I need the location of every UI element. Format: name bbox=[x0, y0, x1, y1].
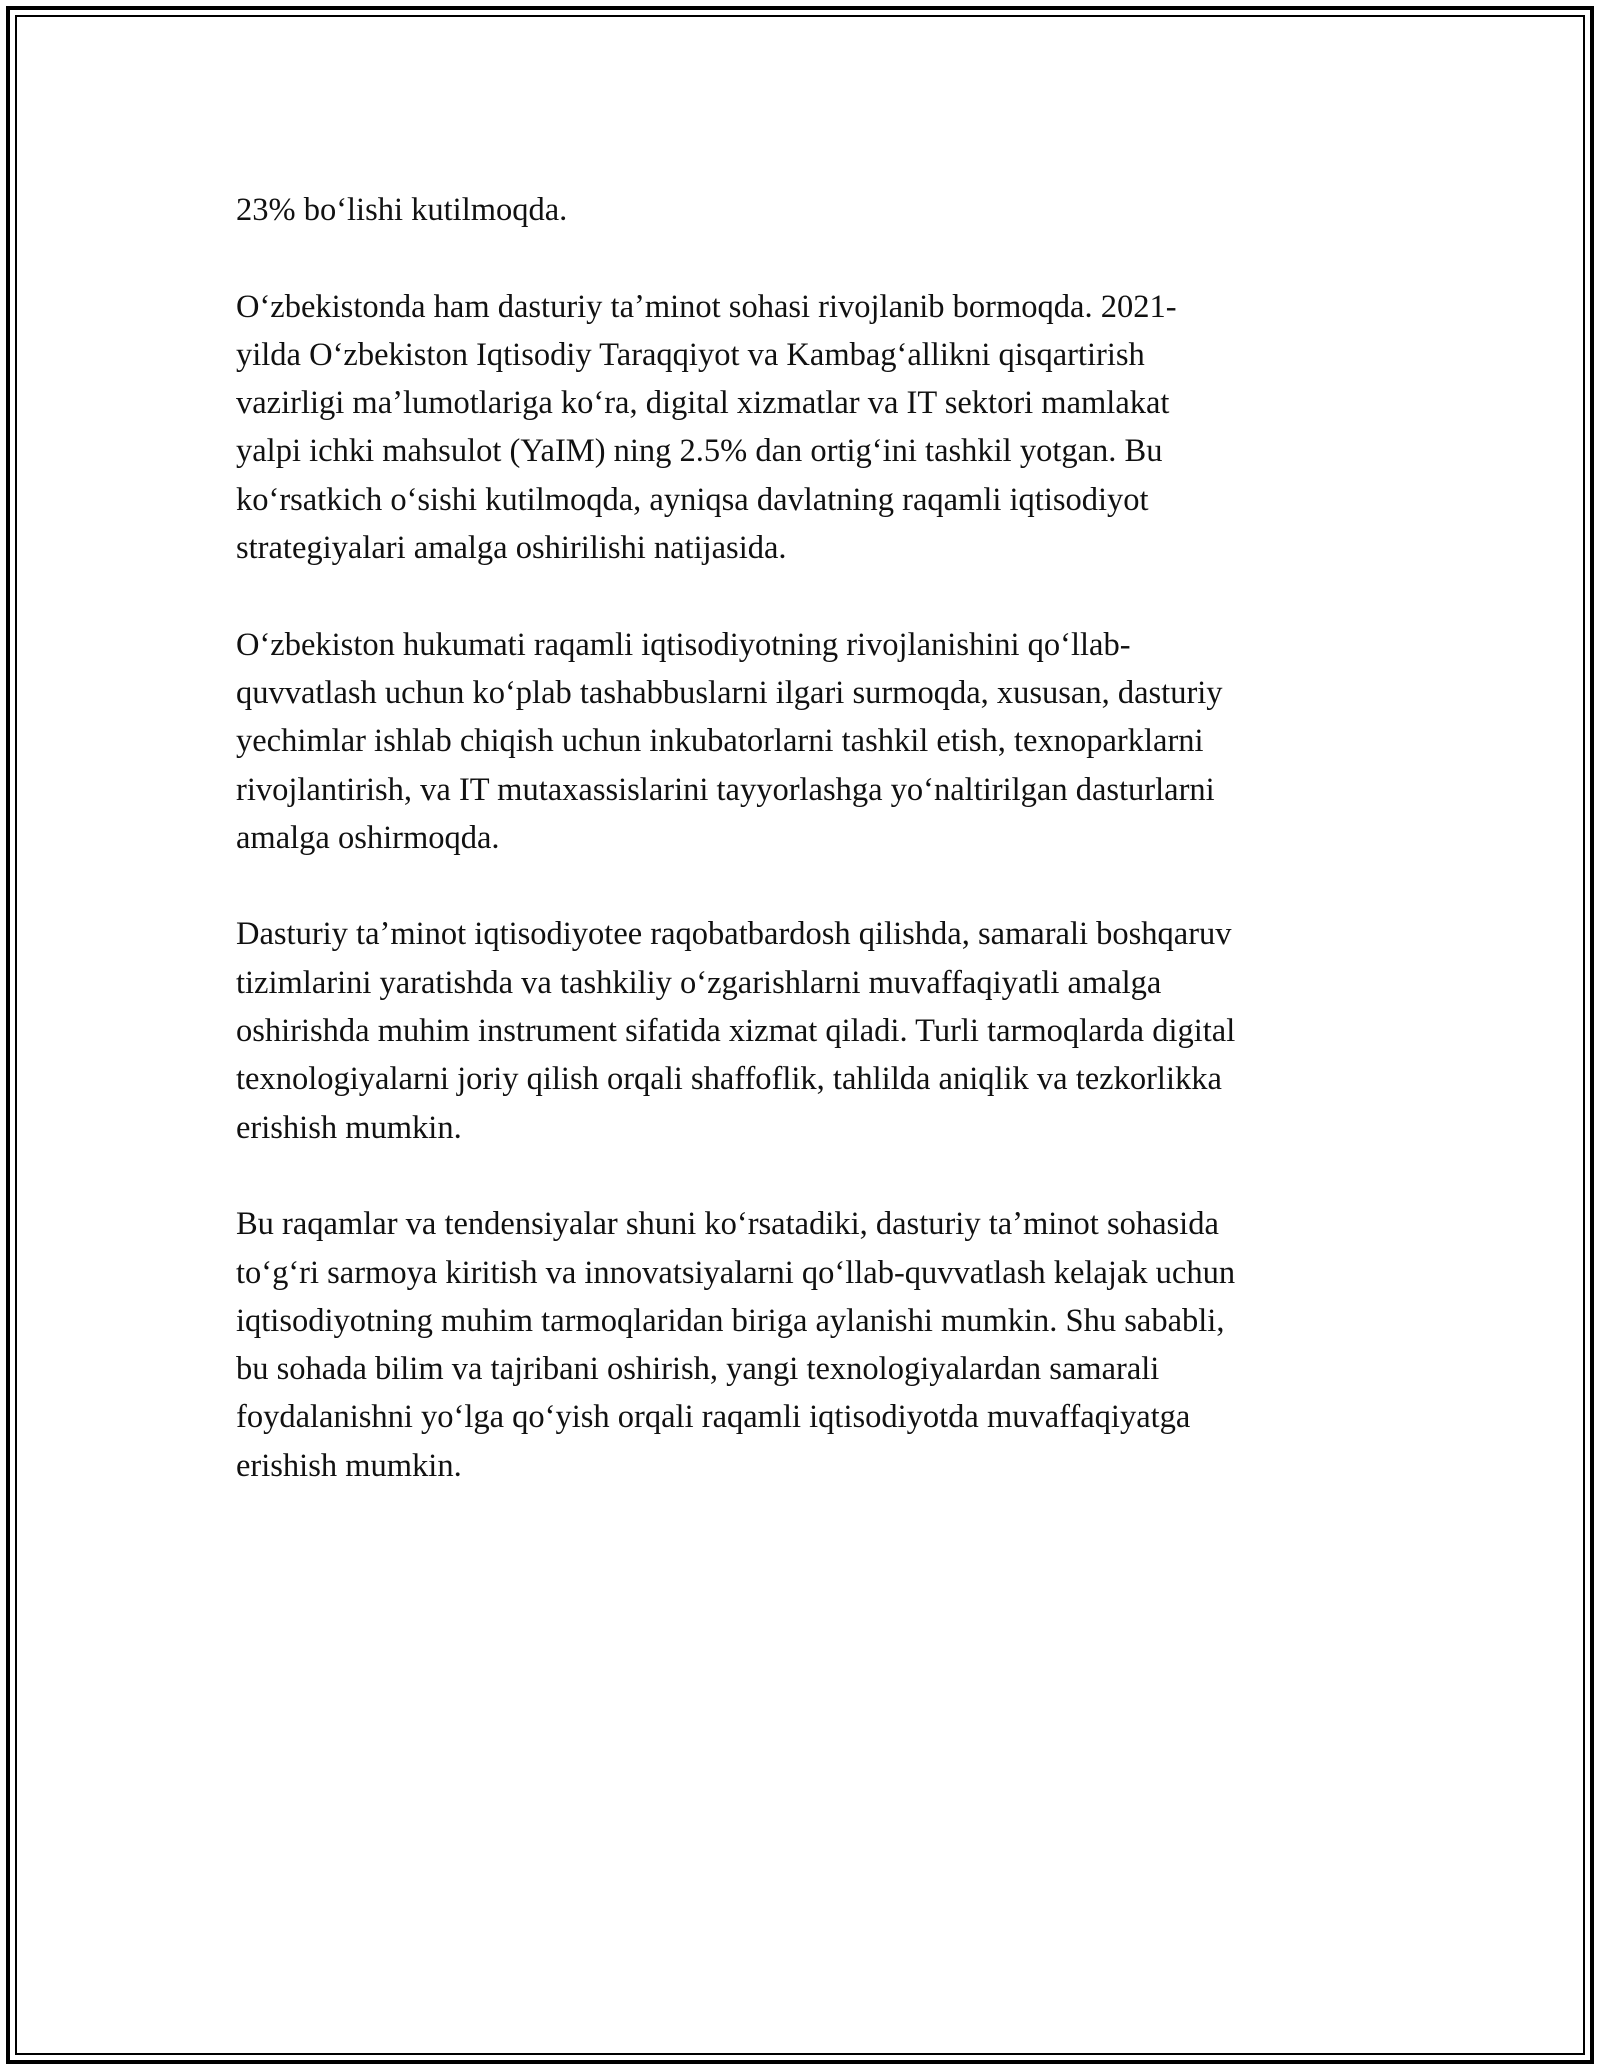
text-line: quvvatlash uchun koʻplab tashabbuslarni ilgari surmoqda, xususan, dasturiy bbox=[236, 674, 1223, 711]
paragraph-2 bbox=[236, 283, 1366, 573]
document-body bbox=[236, 186, 1366, 1490]
text-line: koʻrsatkich oʻsishi kutilmoqda, ayniqsa davlatning raqamli iqtisodiyot bbox=[236, 481, 1149, 518]
text-line: texnologiyalarni joriy qilish orqali shaffoflik, tahlilda aniqlik va tezkorlikka bbox=[236, 1061, 1222, 1098]
text-line: erishish mumkin. bbox=[236, 1447, 462, 1484]
paragraph-5 bbox=[236, 1200, 1366, 1490]
text-line: strategiyalari amalga oshirilishi natijasida. bbox=[236, 530, 787, 567]
text-line: oshirishda muhim instrument sifatida xizmat qiladi. Turli tarmoqlarda digital bbox=[236, 1013, 1236, 1050]
text-line: yilda Oʻzbekiston Iqtisodiy Taraqqiyot va Kambagʻallikni qisqartirish bbox=[236, 336, 1145, 373]
paragraph-3 bbox=[236, 621, 1366, 862]
text-line: bu sohada bilim va tajribani oshirish, yangi texnologiyalardan samarali bbox=[236, 1351, 1160, 1388]
text-line: tizimlarini yaratishda va tashkiliy oʻzgarishlarni muvaffaqiyatli amalga bbox=[236, 964, 1162, 1001]
text-line: foydalanishni yoʻlga qoʻyish orqali raqamli iqtisodiyotda muvaffaqiyatga bbox=[236, 1399, 1191, 1436]
text-line: Dasturiy taʼminot iqtisodiyotee raqobatbardosh qilishda, samarali boshqaruv bbox=[236, 916, 1232, 953]
text-line: vazirligi maʼlumotlariga koʻra, digital xizmatlar va IT sektori mamlakat bbox=[236, 385, 1170, 422]
text-line: amalga oshirmoqda. bbox=[236, 819, 500, 856]
text-line: yalpi ichki mahsulot (YaIM) ning 2.5% dan ortigʻini tashkil yotgan. Bu bbox=[236, 433, 1163, 470]
paragraph-1 bbox=[236, 186, 1366, 234]
text-line: rivojlantirish, va IT mutaxassislarini tayyorlashga yoʻnaltirilgan dasturlarni bbox=[236, 771, 1215, 808]
text-line: iqtisodiyotning muhim tarmoqlaridan biriga aylanishi mumkin. Shu sababli, bbox=[236, 1302, 1225, 1339]
text-line: Oʻzbekiston hukumati raqamli iqtisodiyotning rivojlanishini qoʻllab- bbox=[236, 626, 1131, 663]
paragraph-4 bbox=[236, 910, 1366, 1151]
text-line: Oʻzbekistonda ham dasturiy taʼminot sohasi rivojlanib bormoqda. 2021- bbox=[236, 288, 1177, 325]
text-line: erishish mumkin. bbox=[236, 1109, 462, 1146]
text-line: toʻgʻri sarmoya kiritish va innovatsiyalarni qoʻllab-quvvatlash kelajak uchun bbox=[236, 1254, 1236, 1291]
text-line: 23% boʻlishi kutilmoqda. bbox=[236, 192, 568, 228]
text-line: Bu raqamlar va tendensiyalar shuni koʻrsatadiki, dasturiy taʼminot sohasida bbox=[236, 1206, 1219, 1243]
text-line: yechimlar ishlab chiqish uchun inkubatorlarni tashkil etish, texnoparklarni bbox=[236, 723, 1204, 760]
